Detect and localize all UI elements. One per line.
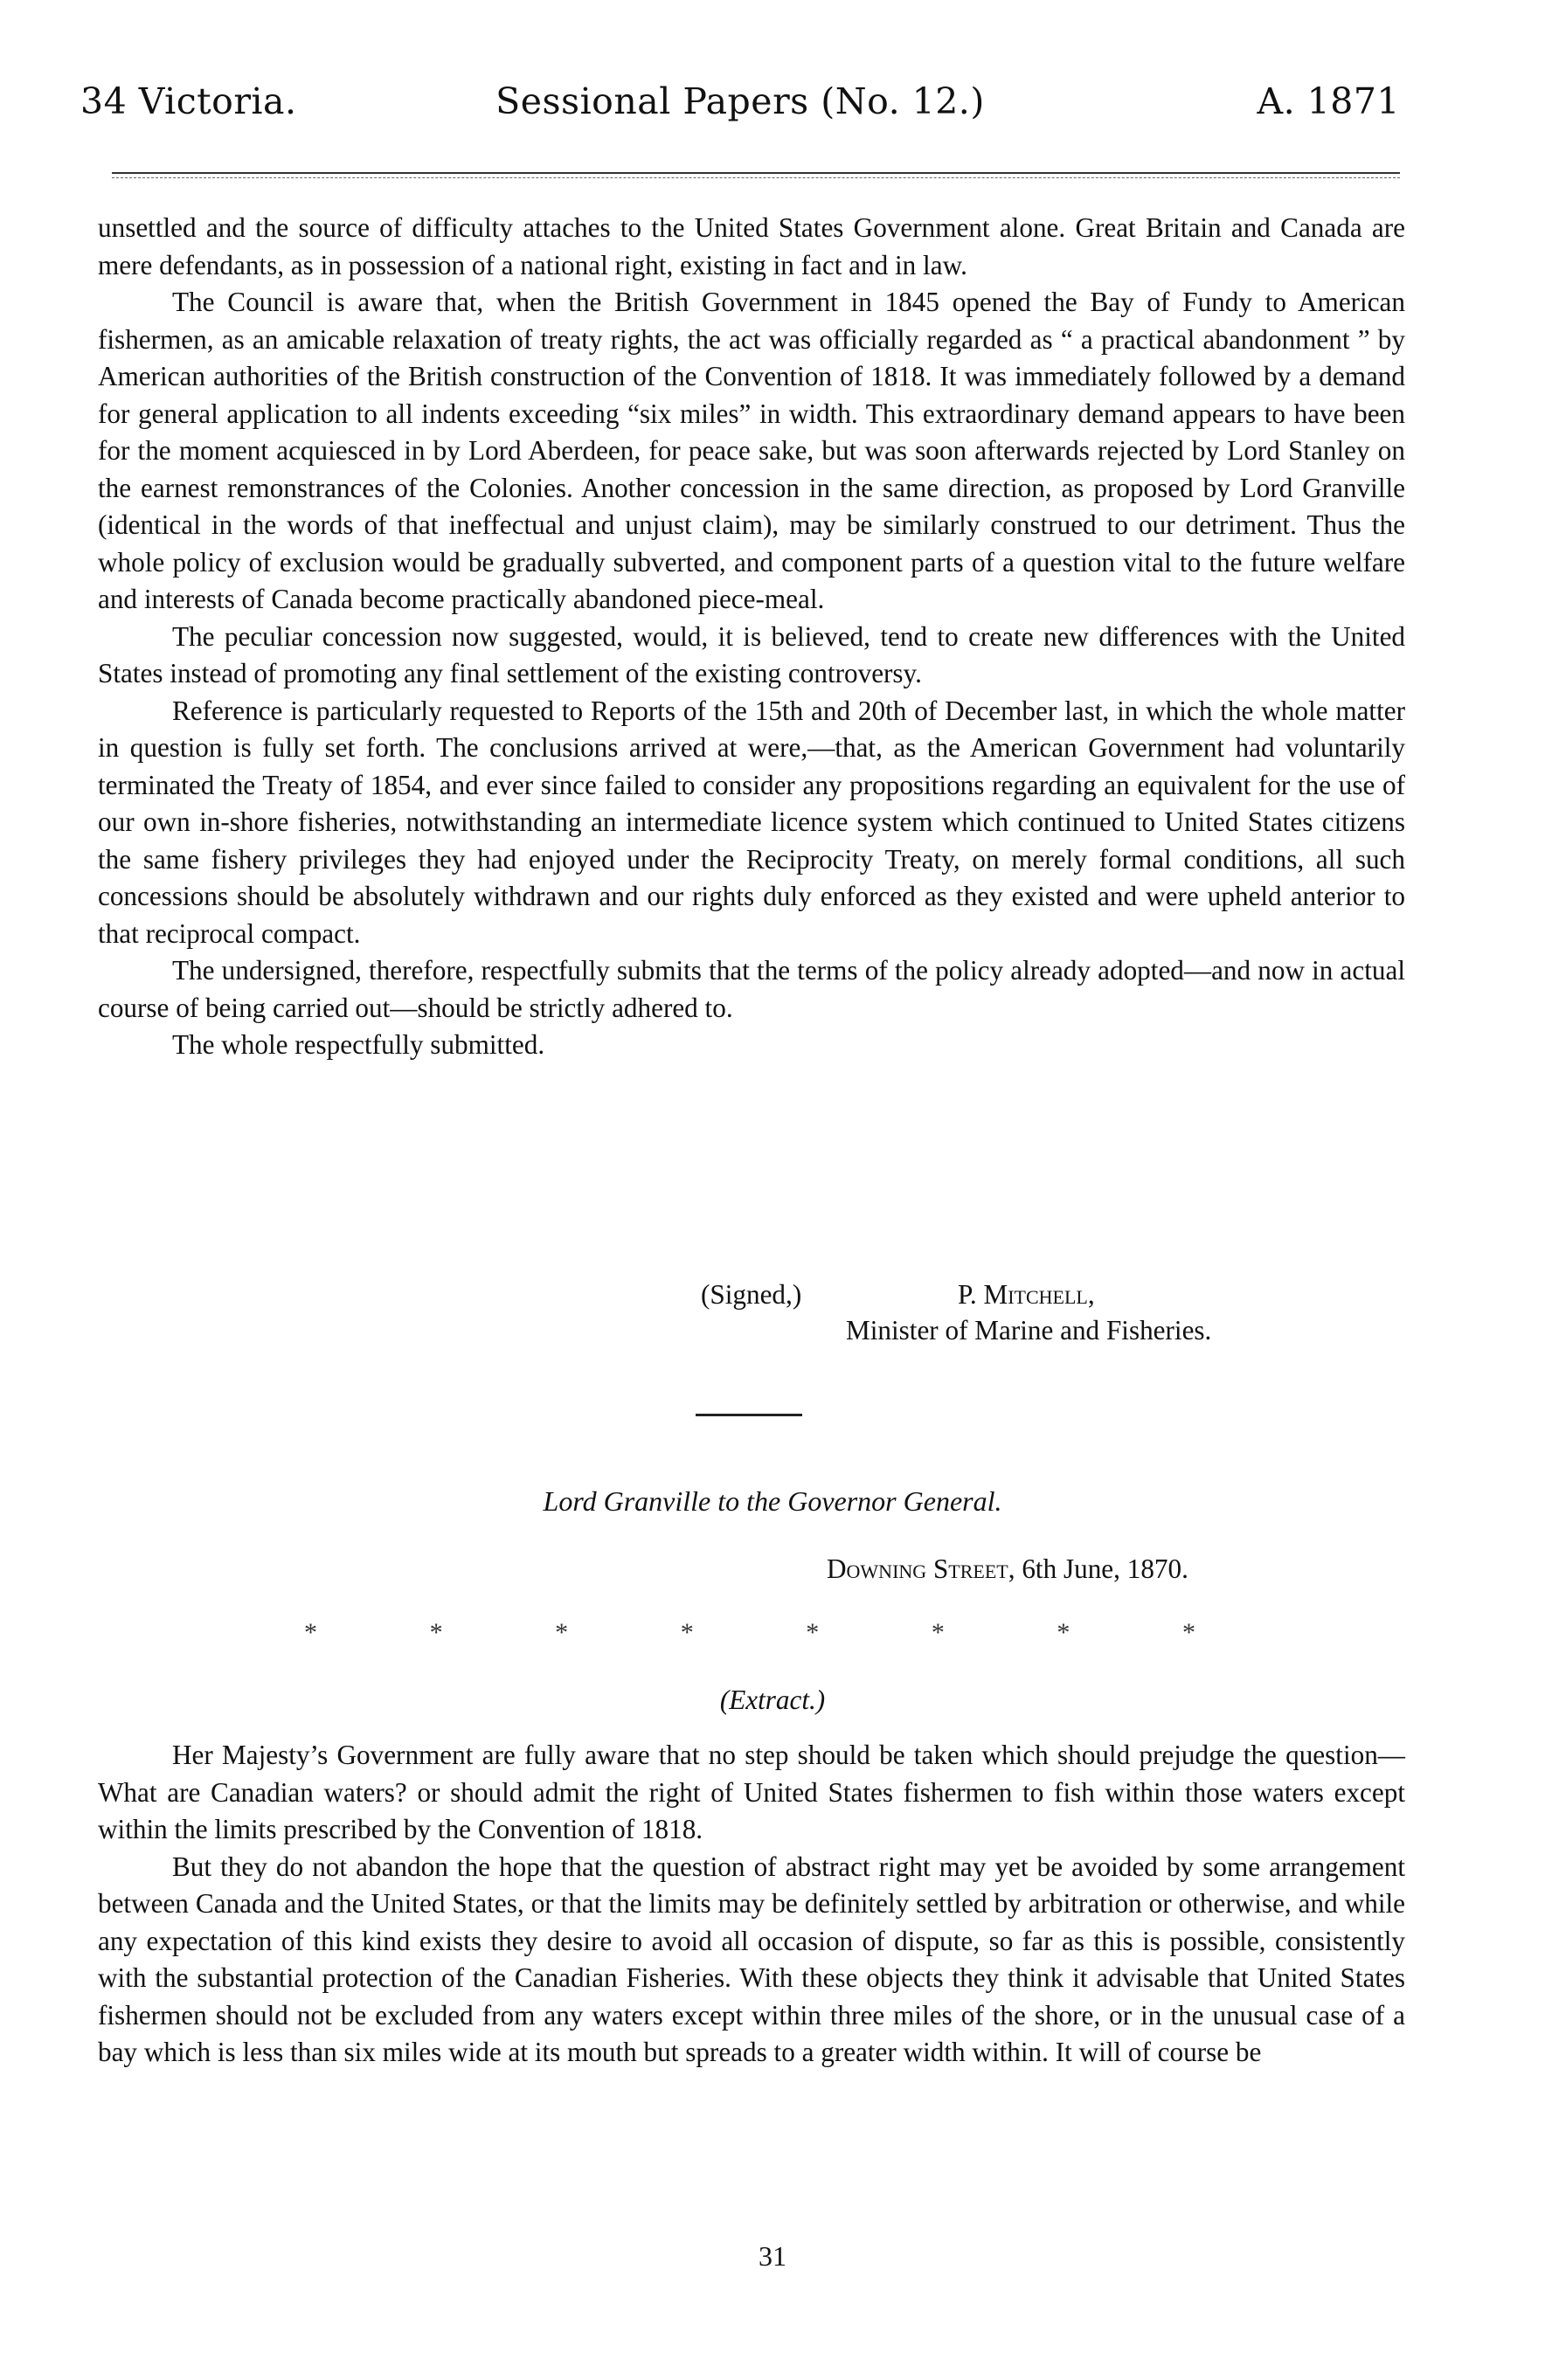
header-year: A. 1871: [1257, 80, 1400, 122]
dateline: [827, 1553, 1188, 1585]
paragraph: But they do not abandon the hope that the question of abstract right may yet be avoided by some arrangement between Canada and the United States, or that the limits may be definitely settled by arbitration or otherwise, and while any expectation of this kind exists they desire to avoid all occasion of dispute, so far as this is possible, consistently with the substantial protection of the Canadian Fisheries. With these objects they think it advisable that United States fishermen should not be excluded from any waters except within three miles of the shore, or in the unusual case of a bay which is less than six miles wide at its mouth but spreads to a greater width within. It will of course be: [98, 1851, 1405, 2067]
star: *: [1057, 1618, 1070, 1647]
star: *: [555, 1618, 569, 1647]
star: *: [429, 1618, 443, 1647]
star: *: [680, 1618, 694, 1647]
star: *: [1181, 1618, 1195, 1647]
header-rule-secondary: [112, 177, 1400, 178]
paragraph: The whole respectfully submitted.: [172, 1029, 545, 1060]
header-title: Sessional Papers (No. 12.): [495, 80, 985, 122]
paragraph: unsettled and the source of difficulty attaches to the United States Government alone. Great Britain and Canada are mere defendants, as in possession of a national right, existing in fact and in law.: [98, 212, 1405, 280]
extract-label: [0, 1685, 1545, 1716]
dateline-date: 6th June, 1870.: [1022, 1553, 1188, 1584]
paragraph: The peculiar concession now suggested, would, it is believed, tend to create new differences with the United States instead of promoting any final settlement of the existing controversy.: [98, 620, 1405, 688]
omission-stars: [304, 1618, 1195, 1648]
paragraph: The undersigned, therefore, respectfully submits that the terms of the policy already adopted—and now in actual course of being carried out—should be strictly adhered to.: [98, 955, 1405, 1023]
letter-heading: Lord Granville to the Governor General.: [543, 1485, 1002, 1517]
extract-label-text: (Extract.): [719, 1685, 826, 1715]
letter-body: [98, 1737, 1405, 2072]
star: *: [931, 1618, 945, 1647]
signed-label: (Signed,): [701, 1279, 802, 1310]
paragraph: The Council is aware that, when the British Government in 1845 opened the Bay of Fundy to American fishermen, as an amicable relaxation of treaty rights, the act was officially regarded as “ a practical abandonment ” by American authorities of the British construction of the Convention of 1818. It was immediately followed by a demand for general application to all indents exceeding “six miles” in width. This extraordinary demand appears to have been for the moment acquiesced in by Lord Aberdeen, for peace sake, but was soon afterwards rejected by Lord Stanley on the earnest remonstrances of the Colonies. Another concession in the same direction, as proposed by Lord Granville (identical in the words of that ineffectual and unjust claim), may be similarly construed to our detriment. Thus the whole policy of exclusion would be gradually subverted, and component parts of a question vital to the future welfare and interests of Canada become practically abandoned piece-meal.: [98, 287, 1405, 614]
header-volume: 34 Victoria.: [80, 80, 297, 122]
paragraph: Her Majesty’s Government are fully aware that no step should be taken which should prejudge the question—What are Canadian waters? or should admit the right of United States fishermen to fish within those waters except within the limits prescribed by the Convention of 1818.: [98, 1740, 1405, 1844]
page-number: 31: [759, 2240, 786, 2272]
dateline-place: Downing Street,: [827, 1553, 1015, 1584]
signer-title: Minister of Marine and Fisheries.: [846, 1315, 1212, 1346]
section-divider: [696, 1414, 802, 1416]
report-body: [98, 210, 1405, 1064]
header-rule: [112, 172, 1400, 174]
star: *: [304, 1618, 317, 1647]
signer-name: P. Mitchell,: [958, 1279, 1095, 1310]
running-header: [80, 80, 1400, 142]
paragraph: Reference is particularly requested to Reports of the 15th and 20th of December last, in which the whole matter in question is fully set forth. The conclusions arrived at were,—that, as the American Government had voluntarily terminated the Treaty of 1854, and ever since failed to consider any propositions regarding an equivalent for the use of our own in-shore fisheries, notwithstanding an intermediate licence system which continued to United States citizens the same fishery privileges they had enjoyed under the Reciprocity Treaty, on merely formal conditions, all such concessions should be absolutely withdrawn and our rights duly enforced as they existed and were upheld anterior to that reciprocal compact.: [98, 695, 1405, 949]
star: *: [806, 1618, 820, 1647]
